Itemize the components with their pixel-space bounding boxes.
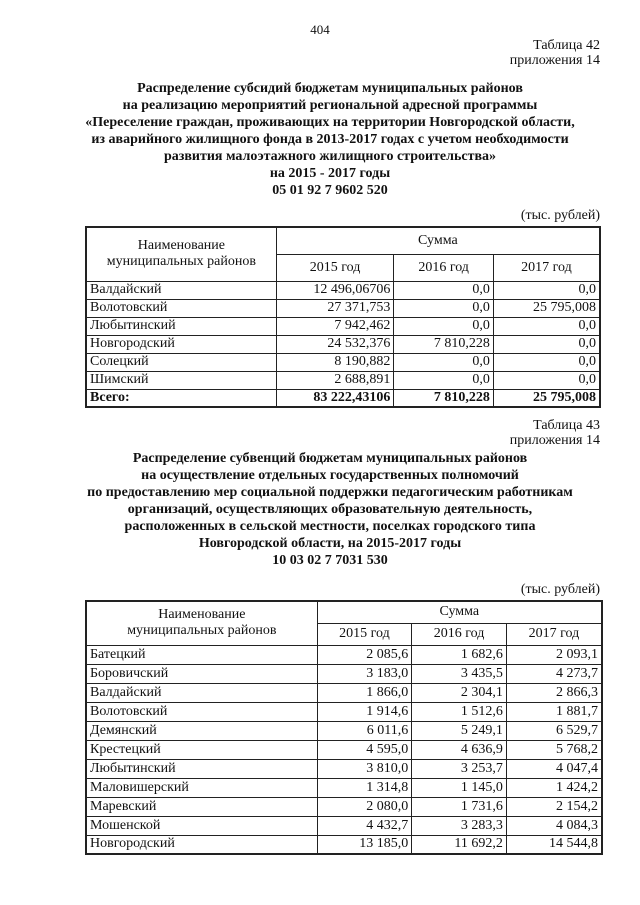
value-2017: 25 795,008 bbox=[493, 299, 600, 317]
title-line: 05 01 92 7 9602 520 bbox=[272, 183, 388, 198]
table-row bbox=[86, 721, 602, 740]
district-name: Боровичский bbox=[86, 664, 317, 683]
value-2017: 4 047,4 bbox=[506, 759, 602, 778]
value-2016: 11 692,2 bbox=[412, 835, 507, 854]
value-2016: 1 512,6 bbox=[412, 702, 507, 721]
value-2016: 0,0 bbox=[394, 281, 494, 299]
value-2017: 6 529,7 bbox=[506, 721, 602, 740]
table-42-title bbox=[60, 80, 600, 199]
table-42-reference bbox=[510, 38, 600, 68]
value-2017: 2 093,1 bbox=[506, 645, 602, 664]
title-line: организаций, осуществляющих образовательную деятельность, bbox=[127, 502, 533, 517]
total-2015: 83 222,43106 bbox=[276, 389, 394, 407]
column-header-2015: 2015 год bbox=[276, 254, 394, 281]
page-number: 404 bbox=[310, 22, 330, 37]
column-header-2016: 2016 год bbox=[412, 623, 507, 645]
value-2017: 1 424,2 bbox=[506, 778, 602, 797]
value-2016: 1 682,6 bbox=[412, 645, 507, 664]
table-row bbox=[86, 335, 600, 353]
district-name: Волотовский bbox=[86, 702, 317, 721]
title-line: Новгородской области, на 2015-2017 годы bbox=[198, 536, 462, 551]
title-line: расположенных в сельской местности, поселках городского типа bbox=[124, 519, 536, 534]
table-row bbox=[86, 299, 600, 317]
value-2015: 1 314,8 bbox=[317, 778, 412, 797]
table-row bbox=[86, 371, 600, 389]
district-name: Новгородский bbox=[86, 335, 276, 353]
value-2016: 5 249,1 bbox=[412, 721, 507, 740]
table-row bbox=[86, 317, 600, 335]
value-2015: 3 810,0 bbox=[317, 759, 412, 778]
header-name-line1: Наименование bbox=[158, 607, 246, 623]
table-row bbox=[86, 778, 602, 797]
title-line: на 2015 - 2017 годы bbox=[269, 166, 391, 181]
value-2015: 8 190,882 bbox=[276, 353, 394, 371]
value-2017: 0,0 bbox=[493, 317, 600, 335]
value-2015: 27 371,753 bbox=[276, 299, 394, 317]
title-line: «Переселение граждан, проживающих на территории Новгородской области, bbox=[85, 115, 575, 130]
district-name: Батецкий bbox=[86, 645, 317, 664]
value-2017: 5 768,2 bbox=[506, 740, 602, 759]
header-name-line2: муниципальных районов bbox=[106, 254, 256, 270]
value-2016: 4 636,9 bbox=[412, 740, 507, 759]
title-line: Распределение субсидий бюджетам муниципальных районов bbox=[137, 81, 523, 96]
table-row bbox=[86, 702, 602, 721]
district-name: Любытинский bbox=[86, 317, 276, 335]
table-row bbox=[86, 353, 600, 371]
value-2016: 0,0 bbox=[394, 371, 494, 389]
title-line: развития малоэтажного жилищного строительства» bbox=[163, 149, 497, 164]
table-42-units: (тыс. рублей) bbox=[520, 208, 600, 223]
value-2015: 2 688,891 bbox=[276, 371, 394, 389]
value-2017: 0,0 bbox=[493, 281, 600, 299]
value-2017: 2 866,3 bbox=[506, 683, 602, 702]
district-name: Солецкий bbox=[86, 353, 276, 371]
value-2015: 1 866,0 bbox=[317, 683, 412, 702]
total-2016: 7 810,228 bbox=[394, 389, 494, 407]
value-2017: 1 881,7 bbox=[506, 702, 602, 721]
value-2015: 2 085,6 bbox=[317, 645, 412, 664]
value-2015: 24 532,376 bbox=[276, 335, 394, 353]
value-2015: 4 432,7 bbox=[317, 816, 412, 835]
header-name-line1: Наименование bbox=[137, 238, 225, 254]
value-2017: 0,0 bbox=[493, 371, 600, 389]
table-row bbox=[86, 797, 602, 816]
district-name: Новгородский bbox=[86, 835, 317, 854]
column-header-sum: Сумма bbox=[276, 227, 600, 254]
total-2017: 25 795,008 bbox=[493, 389, 600, 407]
table-43-appendix: приложения 14 bbox=[509, 433, 600, 448]
district-name: Крестецкий bbox=[86, 740, 317, 759]
value-2016: 3 435,5 bbox=[412, 664, 507, 683]
value-2015: 6 011,6 bbox=[317, 721, 412, 740]
table-row bbox=[86, 835, 602, 854]
district-name: Демянский bbox=[86, 721, 317, 740]
value-2017: 4 084,3 bbox=[506, 816, 602, 835]
table-43-reference bbox=[510, 418, 600, 448]
title-line: из аварийного жилищного фонда в 2013-2017 годах с учетом необходимости bbox=[91, 132, 569, 147]
value-2016: 0,0 bbox=[394, 317, 494, 335]
district-name: Волотовский bbox=[86, 299, 276, 317]
table-42 bbox=[85, 226, 601, 408]
value-2015: 2 080,0 bbox=[317, 797, 412, 816]
header-name-line2: муниципальных районов bbox=[127, 623, 277, 639]
value-2015: 1 914,6 bbox=[317, 702, 412, 721]
district-name: Валдайский bbox=[86, 281, 276, 299]
column-header-name bbox=[86, 601, 317, 645]
title-line: на осуществление отдельных государственных полномочий bbox=[141, 468, 519, 483]
total-row bbox=[86, 389, 600, 407]
title-line: Распределение субвенций бюджетам муниципальных районов bbox=[132, 451, 528, 466]
value-2016: 1 145,0 bbox=[412, 778, 507, 797]
title-line: по предоставлению мер социальной поддержки педагогическим работникам bbox=[87, 485, 573, 500]
table-42-appendix: приложения 14 bbox=[509, 53, 600, 68]
value-2015: 4 595,0 bbox=[317, 740, 412, 759]
value-2016: 7 810,228 bbox=[394, 335, 494, 353]
table-row bbox=[86, 683, 602, 702]
value-2015: 13 185,0 bbox=[317, 835, 412, 854]
district-name: Мошенской bbox=[86, 816, 317, 835]
district-name: Маревский bbox=[86, 797, 317, 816]
value-2017: 2 154,2 bbox=[506, 797, 602, 816]
value-2016: 3 253,7 bbox=[412, 759, 507, 778]
value-2016: 2 304,1 bbox=[412, 683, 507, 702]
table-row bbox=[86, 816, 602, 835]
district-name: Любытинский bbox=[86, 759, 317, 778]
total-label: Всего: bbox=[86, 389, 276, 407]
value-2017: 0,0 bbox=[493, 353, 600, 371]
value-2016: 0,0 bbox=[394, 299, 494, 317]
column-header-2017: 2017 год bbox=[506, 623, 602, 645]
column-header-sum: Сумма bbox=[317, 601, 602, 623]
value-2017: 14 544,8 bbox=[506, 835, 602, 854]
table-43-units: (тыс. рублей) bbox=[520, 582, 600, 597]
value-2017: 0,0 bbox=[493, 335, 600, 353]
column-header-2016: 2016 год bbox=[394, 254, 494, 281]
district-name: Валдайский bbox=[86, 683, 317, 702]
column-header-2017: 2017 год bbox=[493, 254, 600, 281]
column-header-name bbox=[86, 227, 276, 281]
table-42-number: Таблица 42 bbox=[533, 38, 600, 53]
district-name: Шимский bbox=[86, 371, 276, 389]
value-2016: 1 731,6 bbox=[412, 797, 507, 816]
table-43-title bbox=[60, 450, 600, 569]
title-line: 10 03 02 7 7031 530 bbox=[272, 553, 388, 568]
value-2016: 0,0 bbox=[394, 353, 494, 371]
table-43 bbox=[85, 600, 603, 855]
district-name: Маловишерский bbox=[86, 778, 317, 797]
value-2015: 3 183,0 bbox=[317, 664, 412, 683]
table-row bbox=[86, 645, 602, 664]
table-row bbox=[86, 664, 602, 683]
title-line: на реализацию мероприятий региональной адресной программы bbox=[122, 98, 538, 113]
value-2017: 4 273,7 bbox=[506, 664, 602, 683]
value-2015: 12 496,06706 bbox=[276, 281, 394, 299]
table-43-number: Таблица 43 bbox=[533, 418, 600, 433]
column-header-2015: 2015 год bbox=[317, 623, 412, 645]
table-row bbox=[86, 759, 602, 778]
table-row bbox=[86, 740, 602, 759]
value-2016: 3 283,3 bbox=[412, 816, 507, 835]
table-row bbox=[86, 281, 600, 299]
value-2015: 7 942,462 bbox=[276, 317, 394, 335]
